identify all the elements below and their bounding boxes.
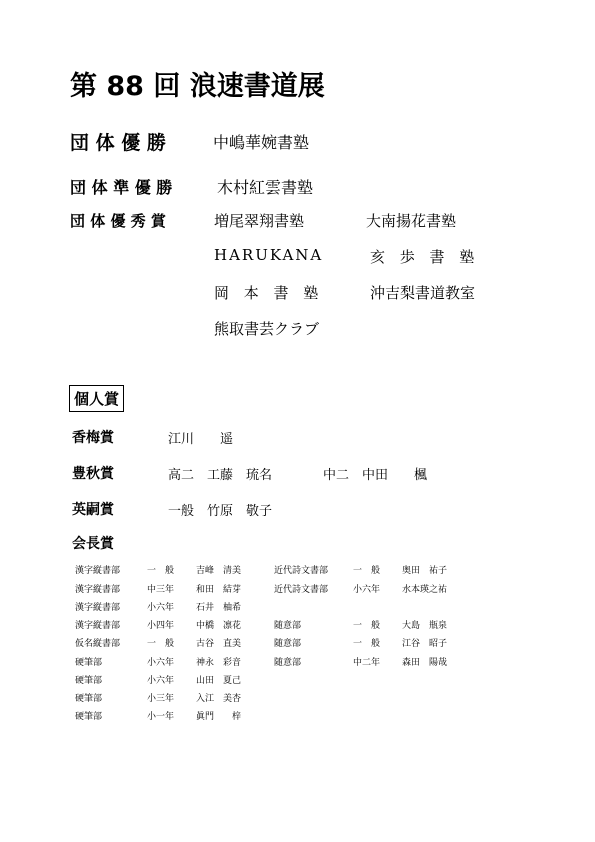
entry-grade: 小一年: [147, 712, 175, 722]
entry-name: 水本瑛之祐: [402, 585, 448, 595]
kobai-award-winner: 江川 遥: [168, 432, 234, 447]
entry-dept: 漢字縦書部: [75, 603, 121, 613]
entry-name: 山田 夏己: [196, 676, 242, 686]
team-excellence-label: 団 体 優 秀 賞: [70, 212, 166, 230]
chairman-award-label: 会長賞: [72, 536, 114, 552]
entry-name: 江谷 昭子: [402, 639, 448, 649]
entry-grade: 小四年: [147, 621, 175, 631]
team-excellence-name: 沖吉梨書道教室: [370, 284, 476, 302]
entry-grade: 中二年: [353, 658, 381, 668]
entry-grade: 小三年: [147, 694, 175, 704]
hoshu-award-winner: 中二 中田 楓: [323, 468, 428, 483]
page-title: 第 88 回 浪速書道展: [70, 71, 325, 102]
entry-grade: 一 般: [147, 566, 175, 576]
entry-dept: 漢字縦書部: [75, 566, 121, 576]
entry-grade: 一 般: [353, 639, 381, 649]
entry-dept: 硬筆部: [75, 694, 103, 704]
team-excellence-name: HARUKANA: [214, 246, 324, 264]
entry-name: 中橋 凛花: [196, 621, 242, 631]
entry-dept: 随意部: [274, 621, 302, 631]
entry-grade: 小六年: [147, 603, 175, 613]
entry-name: 入江 美杏: [196, 694, 242, 704]
team-excellence-name: 大南揚花書塾: [366, 212, 457, 230]
entry-name: 和田 結芽: [196, 585, 242, 595]
team-excellence-name: 亥 歩 書 塾: [370, 248, 475, 266]
entry-dept: 仮名縦書部: [75, 639, 121, 649]
entry-grade: 中三年: [147, 585, 175, 595]
entry-dept: 随意部: [274, 658, 302, 668]
entry-name: 石井 柚希: [196, 603, 242, 613]
hoshu-award-label: 豊秋賞: [72, 466, 114, 482]
entry-grade: 小六年: [353, 585, 381, 595]
entry-dept: 漢字縦書部: [75, 585, 121, 595]
entry-grade: 一 般: [147, 639, 175, 649]
team-excellence-name: 熊取書芸クラブ: [214, 320, 320, 338]
kobai-award-label: 香梅賞: [72, 430, 114, 446]
team-champion-name: 中嶋華婉書塾: [213, 133, 310, 152]
entry-dept: 硬筆部: [75, 676, 103, 686]
individual-section-label: 個人賞: [69, 385, 124, 412]
eishi-award-winner: 一般 竹原 敬子: [168, 504, 273, 519]
entry-grade: 一 般: [353, 566, 381, 576]
entry-grade: 小六年: [147, 658, 175, 668]
entry-grade: 小六年: [147, 676, 175, 686]
eishi-award-label: 英嗣賞: [72, 502, 114, 518]
entry-name: 眞門 梓: [196, 712, 242, 722]
entry-name: 奥田 祐子: [402, 566, 448, 576]
entry-name: 神永 彩音: [196, 658, 242, 668]
team-runner-up-label: 団 体 準 優 勝: [70, 178, 173, 197]
team-excellence-name: 岡 本 書 塾: [214, 284, 319, 302]
team-runner-up-name: 木村紅雲書塾: [217, 178, 314, 197]
entry-name: 吉峰 清美: [196, 566, 242, 576]
entry-dept: 漢字縦書部: [75, 621, 121, 631]
entry-dept: 近代詩文書部: [274, 566, 329, 576]
entry-dept: 硬筆部: [75, 712, 103, 722]
entry-dept: 近代詩文書部: [274, 585, 329, 595]
entry-grade: 一 般: [353, 621, 381, 631]
entry-name: 森田 陽哉: [402, 658, 448, 668]
hoshu-award-winner: 高二 工藤 琉名: [168, 468, 273, 483]
team-excellence-name: 増尾翠翔書塾: [214, 212, 305, 230]
entry-name: 古谷 直美: [196, 639, 242, 649]
entry-name: 大島 瓶泉: [402, 621, 448, 631]
entry-dept: 硬筆部: [75, 658, 103, 668]
team-champion-label: 団 体 優 勝: [70, 132, 166, 154]
entry-dept: 随意部: [274, 639, 302, 649]
